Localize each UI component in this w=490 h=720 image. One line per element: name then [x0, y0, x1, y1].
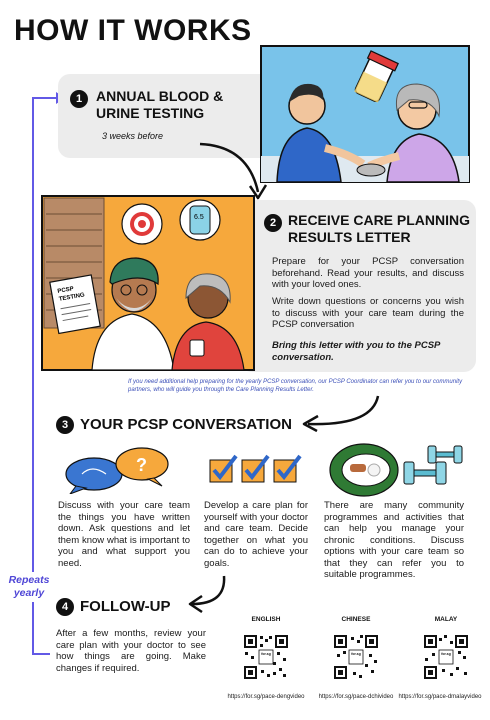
qr-label-chinese: CHINESE — [341, 616, 371, 623]
fish — [350, 464, 366, 472]
step-1-title: ANNUAL BLOOD & URINE TESTING — [96, 88, 224, 121]
arrow-step2-to-step3 — [294, 392, 384, 432]
qr-code-english[interactable] — [243, 634, 289, 680]
rice — [368, 464, 380, 476]
svg-text:?: ? — [136, 455, 147, 475]
step-3-title: YOUR PCSP CONVERSATION — [80, 416, 292, 433]
step-1-number: 1 — [70, 90, 88, 108]
step-3-number: 3 — [56, 416, 74, 434]
qr-badge-english: for.sg — [261, 652, 271, 656]
qr-code-malay[interactable] — [423, 634, 469, 680]
letter-subtitle: TESTING — [58, 292, 86, 303]
doctor-patient-illustration — [259, 44, 471, 184]
qr-badge-chinese: for.sg — [351, 652, 361, 656]
checkboxes-icon — [206, 450, 302, 486]
plate — [342, 454, 390, 486]
letter-title: PCSP — [57, 286, 75, 295]
step-4-title: FOLLOW-UP — [80, 598, 171, 615]
blood-pressure-cuff — [357, 164, 385, 176]
step-2-number: 2 — [264, 214, 282, 232]
step-3-discuss-text: Discuss with your care team the things you have written down. Ask questions and let them know what is important to you and what support you need. — [58, 500, 190, 569]
dumbbell-icon — [428, 446, 462, 463]
glucose-meter-icon — [190, 206, 210, 234]
dumbbell-icon — [404, 462, 446, 484]
arrow-step3-to-step4 — [184, 574, 234, 614]
mug — [190, 340, 204, 356]
healthy-food-exercise-icon — [328, 440, 468, 498]
step-2-paragraph-1: Prepare for your PCSP conversation beforehand. Read your results, and discuss with your loved ones. — [272, 256, 464, 290]
qr-code-chinese[interactable] — [333, 634, 379, 680]
svg-text:6.5: 6.5 — [194, 214, 204, 221]
qr-badge-malay: for.sg — [441, 652, 451, 656]
qr-label-english: ENGLISH — [251, 616, 281, 623]
step-1-subtitle: 3 weeks before — [102, 131, 164, 141]
speech-bubbles-icon — [62, 444, 172, 494]
qr-url-english[interactable]: https://for.sg/pace-dengvideo — [227, 694, 305, 700]
coordinator-note: If you need additional help preparing for the yearly PCSP conversation, our PCSP Coordinator can refer you to our community partners, who will guide you through the Care Planning Results Letter. — [128, 379, 463, 393]
page-title: HOW IT WORKS — [14, 14, 252, 47]
target-icon — [130, 212, 154, 236]
repeat-loop-bottom — [32, 653, 50, 655]
step-2-paragraph-3: Bring this letter with you to the PCSP conversation. — [272, 340, 441, 363]
step-3-community-text: There are many community programmes and activities that can help you manage your chronic conditions. Discuss options with your care team so that they can refer you to suitable programmes. — [324, 500, 464, 580]
step-4-number: 4 — [56, 598, 74, 616]
qr-url-chinese[interactable]: https://for.sg/pace-dchivideo — [318, 694, 394, 700]
step-2-title: RECEIVE CARE PLANNING RESULTS LETTER — [288, 212, 471, 245]
step-4-text: After a few months, review your care plan with your doctor to see how things are going. Make changes if required. — [56, 628, 206, 674]
step-3-plan-text: Develop a care plan for yourself with your doctor and care team. Decide together on what you can do to achieve your goals. — [204, 500, 308, 569]
results-letter — [50, 275, 100, 334]
repeat-loop-line — [32, 98, 34, 654]
repeats-yearly-label: Repeats yearly — [4, 572, 54, 602]
qr-url-malay[interactable]: https://for.sg/pace-dmalayvideo — [398, 694, 482, 700]
qr-label-malay: MALAY — [434, 616, 458, 623]
step-2-paragraph-2: Write down questions or concerns you wish to discuss with your care team during the PCSP conversation — [272, 296, 464, 330]
reading-letter-illustration — [40, 194, 256, 372]
